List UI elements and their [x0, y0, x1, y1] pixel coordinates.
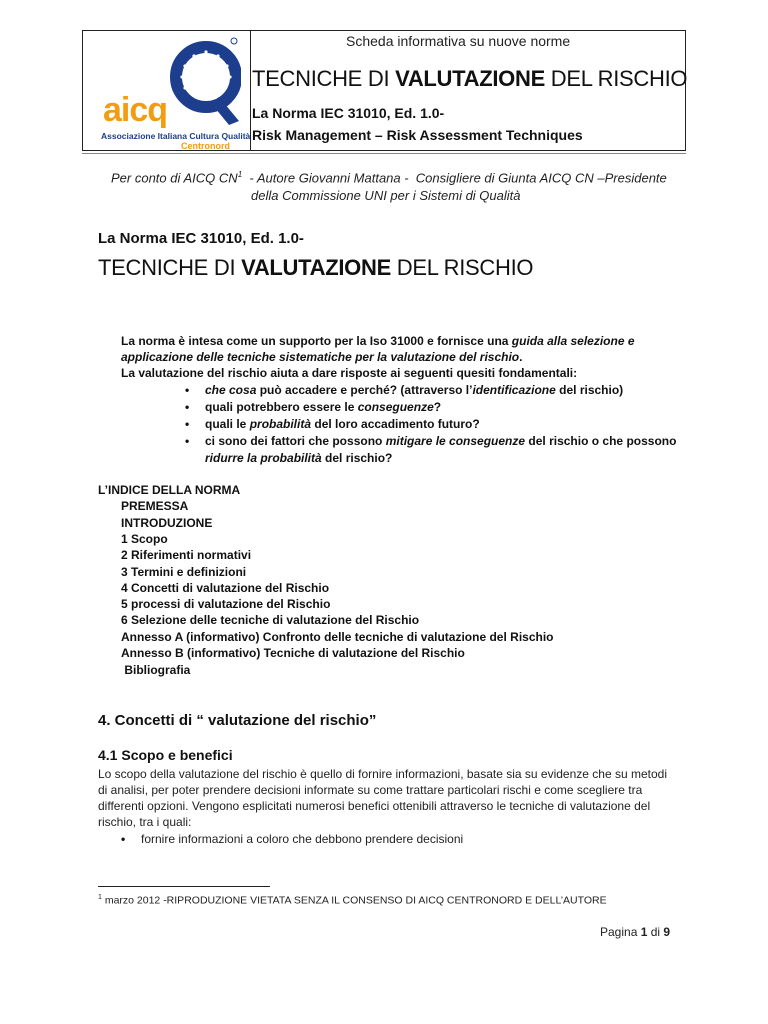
- doc-title: TECNICHE DI VALUTAZIONE DEL RISCHIO: [98, 255, 534, 280]
- header-title: TECNICHE DI VALUTAZIONE DEL RISCHIO: [252, 66, 688, 91]
- intro-bullet-1: che cosa può accadere e perché? (attraverso l’identificazione del rischio): [205, 383, 624, 397]
- footnote-rule: [98, 886, 270, 887]
- section-4-1-line: differenti opzioni. Vengono esplicitati numerosi benefici ottenibili attraverso le tecniche di valutazione del: [98, 799, 651, 813]
- intro-bullet-4: ci sono dei fattori che possono mitigare le conseguenze del rischio o che possono: [205, 434, 677, 448]
- section-4-1-line: rischio, tra i quali:: [98, 815, 192, 829]
- intro-bullet-3: quali le probabilità del loro accadimento futuro?: [205, 417, 480, 431]
- logo-wordmark: aicq: [103, 91, 168, 129]
- aicq-logo: [83, 31, 250, 150]
- bullet-dot: •: [185, 434, 190, 448]
- logo-region: Centronord: [181, 141, 230, 151]
- intro-bullet-2: quali potrebbero essere le conseguenze?: [205, 400, 442, 414]
- index-heading: L’INDICE DELLA NORMA: [98, 483, 241, 497]
- section-4-1-title: 4.1 Scopo e benefici: [98, 747, 233, 763]
- intro-line3: La valutazione del rischio aiuta a dare risposte ai seguenti quesiti fondamentali:: [121, 366, 578, 380]
- byline-line1: Per conto di AICQ $CN^1$ - Autore Giovanni Mattana - Consigliere di Giunta AICQ CN –Presidente: [111, 170, 667, 186]
- index-item: 1 Scopo: [121, 532, 168, 546]
- section-4-1-bullet: fornire informazioni a coloro che debbono prendere decisioni: [141, 832, 464, 846]
- section-4-title: 4. Concetti di “ valutazione del rischio”: [98, 712, 377, 729]
- intro-line1: La norma è intesa come un supporto per la Iso 31000 e fornisce una guida alla selezione e: [121, 334, 635, 348]
- byline-line2: della Commissione UNI per i Sistemi di Qualità: [251, 188, 521, 203]
- header-rule: [82, 153, 686, 154]
- intro-bullet-4-cont: ridurre la probabilità del rischio?: [205, 451, 393, 465]
- index-item: INTRODUZIONE: [121, 516, 213, 530]
- logo-subtitle: Associazione Italiana Cultura Qualità: [101, 131, 251, 141]
- intro-line2: applicazione delle tecniche sistematiche per la valutazione del rischio.: [121, 350, 523, 364]
- bullet-dot: •: [185, 417, 190, 431]
- index-item: 5 processi di valutazione del Rischio: [121, 597, 331, 611]
- header-scheda: Scheda informativa su nuove norme: [346, 33, 571, 49]
- footnote: $^1$ marzo 2012 -RIPRODUZIONE VIETATA SENZA IL CONSENSO DI AICQ CENTRONORD E DELL’AUTORE: [98, 894, 607, 907]
- index-item: Annesso B (informativo) Tecniche di valutazione del Rischio: [121, 646, 465, 660]
- doc-norm: La Norma IEC 31010, Ed. 1.0-: [98, 230, 304, 247]
- index-item: 3 Termini e definizioni: [121, 565, 247, 579]
- bullet-dot: •: [185, 383, 190, 397]
- index-item: Annesso A (informativo) Confronto delle tecniche di valutazione del Rischio: [121, 630, 554, 644]
- page-number: Pagina 1 di 9: [600, 925, 671, 939]
- section-4-1-line: Lo scopo della valutazione del rischio è quello di fornire informazioni, basate sia su evidenze che su metodi: [98, 767, 667, 781]
- header-norm: La Norma IEC 31010, Ed. 1.0-: [252, 105, 445, 121]
- header-risk-subtitle: Risk Management – Risk Assessment Techniques: [252, 127, 583, 143]
- index-item: 2 Riferimenti normativi: [121, 548, 252, 562]
- bullet-dot: •: [185, 400, 190, 414]
- bullet-dot: •: [121, 832, 126, 846]
- index-item: 4 Concetti di valutazione del Rischio: [121, 581, 330, 595]
- index-item: Bibliografia: [121, 663, 191, 677]
- section-4-1-line: di analisi, per poter prendere decisioni informate su come trattare particolari rischi e come scegliere tra: [98, 783, 643, 797]
- index-item: 6 Selezione delle tecniche di valutazione del Rischio: [121, 613, 420, 627]
- index-item: PREMESSA: [121, 499, 189, 513]
